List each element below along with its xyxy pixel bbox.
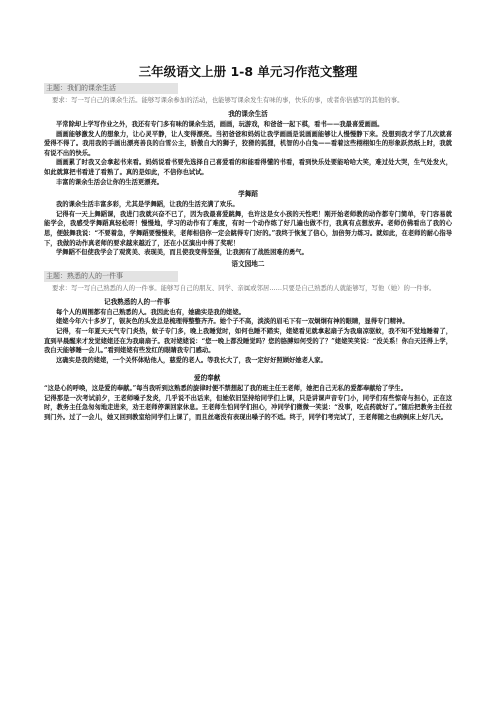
- section-title-2: 语文园地二: [231, 259, 265, 268]
- essay3-paragraph: 这确实是我的姥姥，一个关怀体贴他人，慈爱的老人。等我长大了，我一定好好照顾好她老人家。: [56, 356, 327, 364]
- essay-title-3: 记我熟悉的人的一件事: [104, 297, 170, 306]
- essay2-paragraph: 学舞蹈不但使我学会了观赏美、表现美，而且使我变得坚强，让我拥有了战胜困难的勇气。: [56, 249, 308, 257]
- topic-label-1: 主题：我们的课余生活: [44, 83, 178, 94]
- essay4-paragraph: “这是心的呼唤，这是爱的奉献。”每当我听到这熟悉的旋律时便不禁想起了我的班主任王老师，她把自己无私的爱都奉献给了学生。: [44, 385, 408, 393]
- essay1-paragraph: 丰富的课余生活会让你的生活更漂亮。: [56, 178, 164, 186]
- requirement-2: 要求：写一写自己熟悉的人的一件事。能够写自己的朋友、同学、亲属或邻居……只要是自己熟悉的人就能够写，写他（她）的一件事。: [52, 283, 436, 292]
- essay3-paragraph: 姥姥今年六十多岁了，银灰色的头发总是梳理得整整齐齐。她个子不高，淡淡的眉毛下有一双炯炯有神的眼睛，显得专门精神。: [56, 318, 409, 326]
- essay1-paragraph: 画画能够激发人的想象力，让心灵平静，让人变得漂亮。当初爸爸和妈妈让我学画画是说画画能够让人慢慢静下来。没想到我才学了几次就喜爱得不得了。我用我的手画出漂亮善良的白雪公主，骄傲自大的狮子，狡猾的狐狸，机智的小白兔——看着这些栩栩如生的形象跃然纸上时，我就有说不出的快乐。: [44, 130, 452, 157]
- essay3-paragraph: 记得，有一年夏天天气专门炎热，蚊子专门多，晚上我睡觉时，如何也睡不踏实，姥姥看见就拿起扇子为我扇凉驱蚊，我不知不觉地睡着了，直到早晨醒来才发觉姥姥还在为我扇扇子。我对姥姥说：“您一晚上都没睡觉吗？您的胳膊如何受的了？”姥姥笑笑说：“没关系！你白天还得上学，我白天能够睡一会儿。”看到姥姥有些发红的眼睛我专门感动。: [44, 327, 452, 355]
- topic-label-2: 主题：熟悉的人的一件事: [44, 271, 178, 282]
- essay3-paragraph: 每个人的周围都有自己熟悉的人。我因此也有，她确实是我的姥姥。: [56, 308, 245, 316]
- essay2-paragraph: 记得有一天上舞蹈课，我进门我就兴奋不已了，因为我最喜爱跳舞，也许这是女小孩的天性吧！刚开始老师教的动作都专门简单，专门容易就能学会，我感受学舞蹈真轻松呀！慢慢地，学习的动作有了难度，有时一个动作练了好几遍也做不行，我真有点想放弃。老师仿佛看出了我的心思，便鼓舞我说：“不要着急，学舞蹈要慢慢来，老师相信你一定会跳得专门好的。”我终于恢复了信心，加倍努力练习。就如此，在老师的耐心指导下，我做的动作真老师的要求越来越近了，还在小区演出中得了奖呢！: [44, 210, 452, 247]
- essay-title-4: 爱的奉献: [194, 374, 221, 383]
- essay4-paragraph: 记得那是一次考试前夕，王老师嗓子发炎，几乎说不出话来，但她依旧坚持给同学们上课，只是讲课声音专门小，同学们有些惊奇与担心，正在这时，教务主任急匆匆地走进来，劝王老师停课回家休息。王老师生怕同学们担心，冲同学们微微一笑说：“没事，吃点药就好了。”随后把教务主任拉到门外。过了一会儿，她又回到教室给同学们上课了，而且丝毫没有表现出嗓子的不适。终于，同学们考完试了，王老师随之也病倒床上好几天。: [44, 394, 452, 422]
- essay1-paragraph: 平常除却上学写作业之外，我还有专门多有味的课余生活，画画，玩游戏，和爸爸一起下棋，看书——我最喜爱画画。: [56, 121, 384, 128]
- essay2-paragraph: 我的课余生活丰富多彩，尤其是学舞蹈，让我的生活充满了欢乐。: [56, 201, 239, 209]
- essay-title-2: 学舞蹈: [238, 190, 258, 199]
- essay1-paragraph: 画画累了时我又会拿起书来看。妈妈说看书要先选择自己喜爱看的和能看得懂的书看，看到快乐处要能哈哈大笑，难过处大哭，生气处发火，如此就算把书看进了看熟了。真的是如此，不信你也试试。: [44, 159, 452, 176]
- spacer: [44, 365, 452, 371]
- document-title: 三年级语文上册 1-8 单元习作范文整理: [138, 64, 358, 79]
- essay-title-1: 我的课余生活: [228, 110, 268, 118]
- requirement-1: 要求：写一写自己的课余生活。能够写课余参加的活动，也能够写课余发生有味的事，快乐的事，或者你倍感写的其他的事。: [52, 96, 404, 104]
